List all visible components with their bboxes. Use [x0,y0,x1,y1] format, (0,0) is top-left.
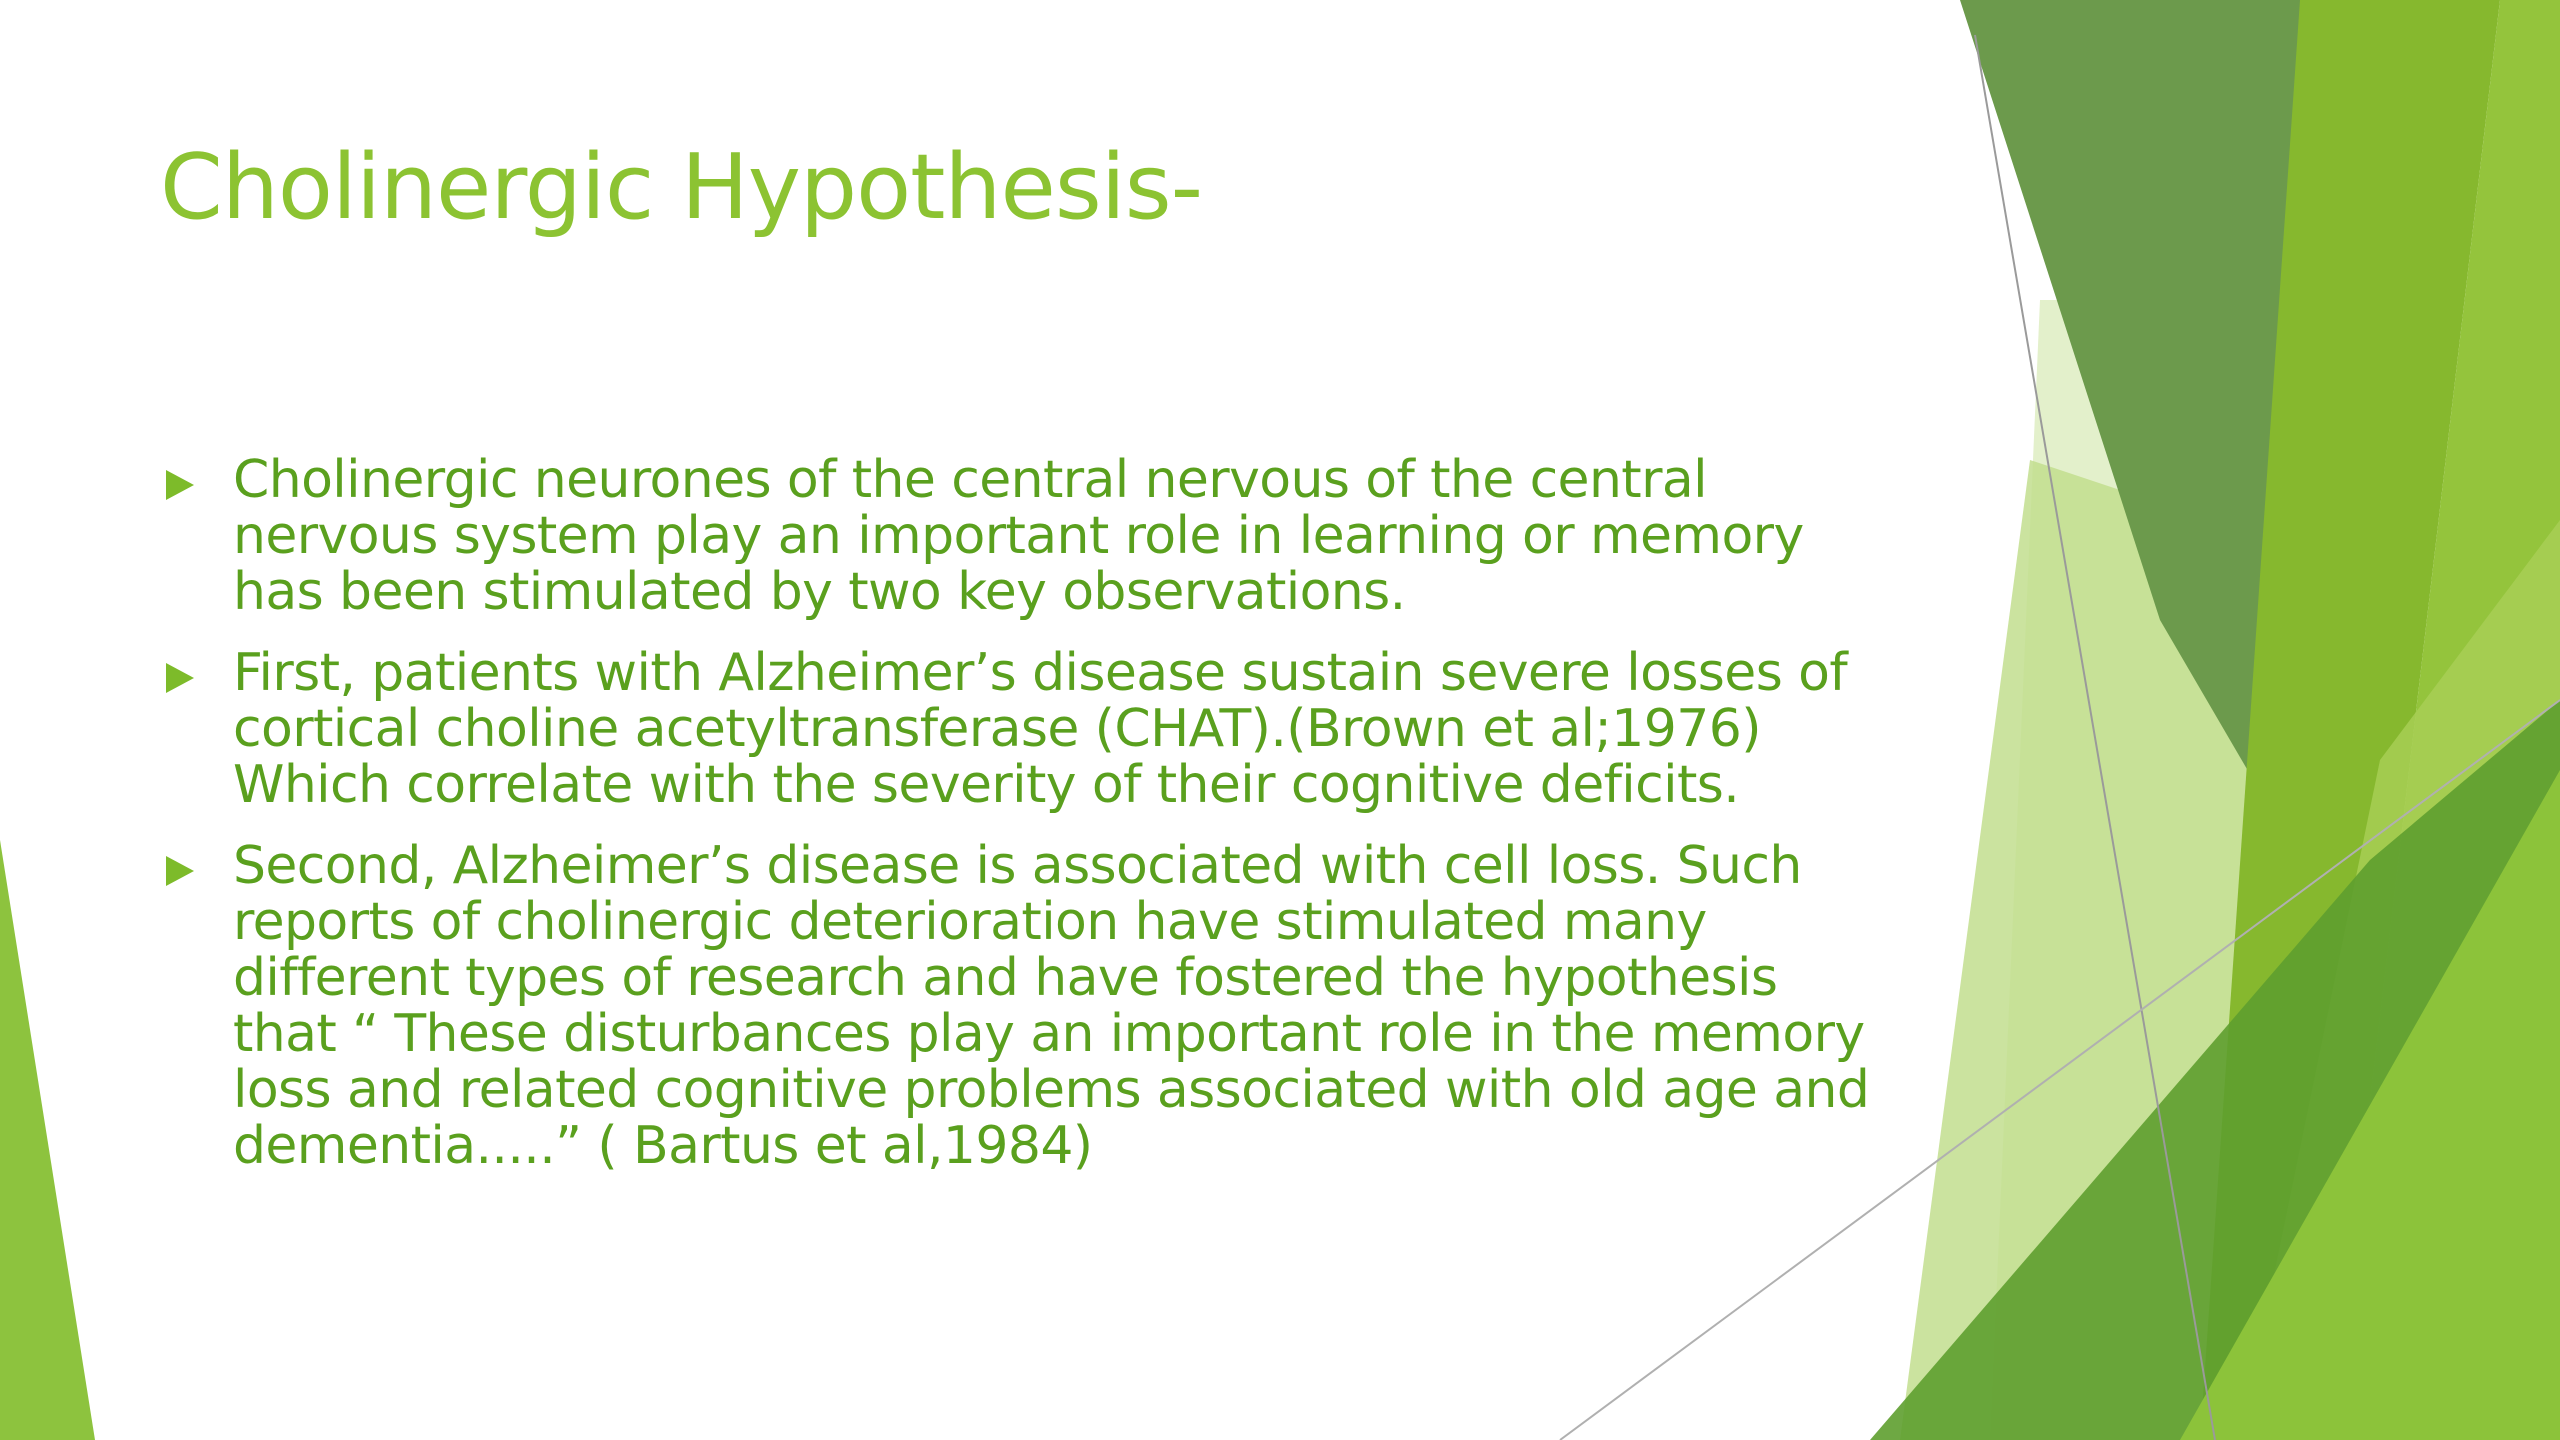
bullet-line: different types of research and have fostered the hypothesis [233,948,1778,1008]
bullet-line: reports of cholinergic deterioration have stimulated many [233,892,1707,952]
bullet-line: cortical choline acetyltransferase (CHAT).(Brown et al;1976) [233,699,1761,759]
play-triangle-icon [166,663,194,693]
bullet-line: Second, Alzheimer’s disease is associated with cell loss. Such [233,836,1802,896]
bullet-line: Which correlate with the severity of their cognitive deficits. [233,755,1740,815]
bullet-list [160,452,1950,1199]
bullet-item [160,645,1950,813]
play-triangle-icon [166,856,194,886]
bullet-line: First, patients with Alzheimer’s disease sustain severe losses of [233,643,1848,703]
left-green-facet [0,840,95,1440]
bullet-line: has been stimulated by two key observations. [233,562,1406,622]
slide-title: Cholinergic Hypothesis- [160,135,1203,240]
play-triangle-icon [166,470,194,500]
bullet-line: Cholinergic neurones of the central nervous of the central [233,450,1707,510]
bullet-line: that “ These disturbances play an important role in the memory [233,1004,1865,1064]
bullet-item [160,452,1950,620]
bullet-item [160,838,1950,1174]
bullet-line: loss and related cognitive problems associated with old age and [233,1060,1870,1120]
bullet-line: nervous system play an important role in learning or memory [233,506,1804,566]
bullet-line: dementia.....” ( Bartus et al,1984) [233,1116,1093,1176]
